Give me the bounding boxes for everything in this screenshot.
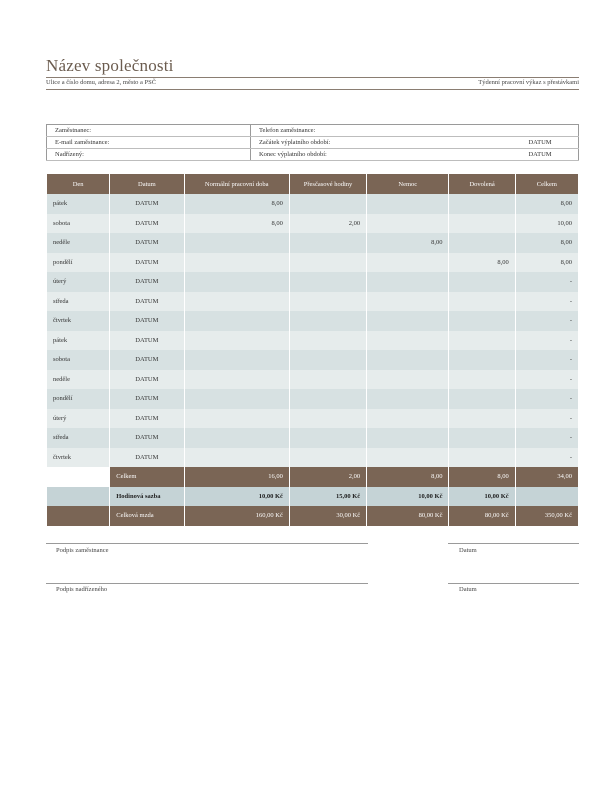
cell-vacation[interactable] bbox=[449, 409, 514, 429]
employee-signature-line[interactable] bbox=[46, 543, 368, 544]
manager-date-line[interactable] bbox=[448, 583, 579, 584]
cell-date: DATUM bbox=[110, 428, 183, 448]
cell-vacation[interactable] bbox=[449, 331, 514, 351]
cell-sick[interactable] bbox=[367, 389, 448, 409]
header-regular: Normální pracovní doba bbox=[185, 174, 289, 194]
manager-signature-line[interactable] bbox=[46, 583, 368, 584]
employee-date-label: Datum bbox=[459, 547, 477, 554]
phone-label: Telefon zaměstnance: bbox=[250, 125, 502, 137]
cell-regular[interactable] bbox=[185, 331, 289, 351]
cell-date: DATUM bbox=[110, 389, 183, 409]
cell-regular[interactable] bbox=[185, 428, 289, 448]
cell-overtime[interactable] bbox=[290, 389, 366, 409]
cell-total: - bbox=[516, 370, 578, 390]
period-start-label: Začátek výplatního období: bbox=[250, 137, 502, 149]
period-end-label: Konec výplatního období: bbox=[250, 149, 502, 161]
cell-vacation[interactable] bbox=[449, 428, 514, 448]
cell-date: DATUM bbox=[110, 311, 183, 331]
cell-overtime[interactable]: 2,00 bbox=[290, 214, 366, 234]
cell-sick[interactable] bbox=[367, 448, 448, 468]
cell-overtime[interactable] bbox=[290, 428, 366, 448]
cell-day: pátek bbox=[47, 331, 109, 351]
table-row bbox=[47, 292, 578, 312]
employee-date-line[interactable] bbox=[448, 543, 579, 544]
cell-vacation[interactable]: 8,00 bbox=[449, 253, 514, 273]
cell-sick[interactable] bbox=[367, 370, 448, 390]
header-day: Den bbox=[47, 174, 109, 194]
cell-regular[interactable]: 8,00 bbox=[185, 194, 289, 214]
rate-vacation[interactable]: 10,00 Kč bbox=[449, 487, 514, 507]
rate-regular[interactable]: 10,00 Kč bbox=[185, 487, 289, 507]
table-row bbox=[47, 311, 578, 331]
pay-label: Celková mzda bbox=[110, 506, 183, 526]
cell-total: - bbox=[516, 272, 578, 292]
pay-regular: 160,00 Kč bbox=[185, 506, 289, 526]
company-address: Ulice a číslo domu, adresa 2, město a PSČ bbox=[46, 79, 157, 86]
cell-regular[interactable] bbox=[185, 350, 289, 370]
document-title: Týdenní pracovní výkaz s přestávkami bbox=[478, 79, 579, 86]
table-header-row bbox=[47, 174, 578, 194]
table-row bbox=[47, 272, 578, 292]
employee-info-table bbox=[46, 124, 579, 161]
pay-row bbox=[47, 506, 578, 526]
cell-regular[interactable] bbox=[185, 311, 289, 331]
table-row bbox=[47, 331, 578, 351]
pay-total: 350,00 Kč bbox=[516, 506, 578, 526]
period-end-value[interactable]: DATUM bbox=[502, 149, 579, 161]
cell-vacation[interactable] bbox=[449, 389, 514, 409]
rate-label: Hodinová sazba bbox=[110, 487, 183, 507]
cell-day: pondělí bbox=[47, 389, 109, 409]
cell-sick[interactable] bbox=[367, 292, 448, 312]
cell-sick[interactable] bbox=[367, 331, 448, 351]
employee-label: Zaměstnanec: bbox=[47, 125, 251, 137]
cell-vacation[interactable] bbox=[449, 350, 514, 370]
pay-sick: 80,00 Kč bbox=[367, 506, 448, 526]
phone-value[interactable] bbox=[502, 125, 579, 137]
cell-regular[interactable] bbox=[185, 370, 289, 390]
timesheet-table bbox=[46, 174, 579, 526]
header-date: Datum bbox=[110, 174, 183, 194]
header-vacation: Dovolená bbox=[449, 174, 514, 194]
cell-overtime[interactable] bbox=[290, 253, 366, 273]
totals-overtime: 2,00 bbox=[290, 467, 366, 487]
table-row bbox=[47, 214, 578, 234]
totals-total: 34,00 bbox=[516, 467, 578, 487]
cell-overtime[interactable] bbox=[290, 409, 366, 429]
cell-day: neděle bbox=[47, 370, 109, 390]
rate-overtime[interactable]: 15,00 Kč bbox=[290, 487, 366, 507]
cell-sick[interactable] bbox=[367, 409, 448, 429]
cell-overtime[interactable] bbox=[290, 194, 366, 214]
cell-date: DATUM bbox=[110, 370, 183, 390]
totals-regular: 16,00 bbox=[185, 467, 289, 487]
cell-day: čtvrtek bbox=[47, 311, 109, 331]
cell-vacation[interactable] bbox=[449, 194, 514, 214]
rate-sick[interactable]: 10,00 Kč bbox=[367, 487, 448, 507]
totals-spacer bbox=[47, 467, 109, 487]
cell-overtime[interactable] bbox=[290, 311, 366, 331]
cell-overtime[interactable] bbox=[290, 331, 366, 351]
cell-total: 8,00 bbox=[516, 194, 578, 214]
cell-date: DATUM bbox=[110, 409, 183, 429]
cell-total: - bbox=[516, 448, 578, 468]
cell-total: 10,00 bbox=[516, 214, 578, 234]
manager-label: Nadřízený: bbox=[47, 149, 251, 161]
pay-spacer bbox=[47, 506, 109, 526]
cell-day: pátek bbox=[47, 194, 109, 214]
cell-total: 8,00 bbox=[516, 253, 578, 273]
cell-day: neděle bbox=[47, 233, 109, 253]
cell-regular[interactable] bbox=[185, 389, 289, 409]
cell-total: - bbox=[516, 389, 578, 409]
rate-row bbox=[47, 487, 578, 507]
cell-total: - bbox=[516, 292, 578, 312]
header-overtime: Přesčasové hodiny bbox=[290, 174, 366, 194]
cell-date: DATUM bbox=[110, 292, 183, 312]
cell-sick[interactable] bbox=[367, 428, 448, 448]
cell-sick[interactable]: 8,00 bbox=[367, 233, 448, 253]
cell-total: - bbox=[516, 350, 578, 370]
table-row bbox=[47, 194, 578, 214]
cell-sick[interactable] bbox=[367, 272, 448, 292]
pay-overtime: 30,00 Kč bbox=[290, 506, 366, 526]
table-row bbox=[47, 253, 578, 273]
email-label: E-mail zaměstnance: bbox=[47, 137, 251, 149]
cell-sick[interactable] bbox=[367, 350, 448, 370]
table-row bbox=[47, 389, 578, 409]
table-row bbox=[47, 370, 578, 390]
cell-date: DATUM bbox=[110, 214, 183, 234]
header-rule-bottom bbox=[46, 89, 579, 90]
cell-day: středa bbox=[47, 428, 109, 448]
cell-date: DATUM bbox=[110, 331, 183, 351]
cell-sick[interactable] bbox=[367, 311, 448, 331]
period-start-value[interactable]: DATUM bbox=[502, 137, 579, 149]
cell-day: sobota bbox=[47, 350, 109, 370]
cell-date: DATUM bbox=[110, 253, 183, 273]
cell-total: - bbox=[516, 428, 578, 448]
cell-regular[interactable] bbox=[185, 272, 289, 292]
cell-vacation[interactable] bbox=[449, 370, 514, 390]
totals-label: Celkem bbox=[110, 467, 183, 487]
cell-overtime[interactable] bbox=[290, 350, 366, 370]
table-row bbox=[47, 428, 578, 448]
cell-vacation[interactable] bbox=[449, 214, 514, 234]
totals-sick: 8,00 bbox=[367, 467, 448, 487]
cell-day: pondělí bbox=[47, 253, 109, 273]
cell-sick[interactable] bbox=[367, 214, 448, 234]
cell-regular[interactable] bbox=[185, 233, 289, 253]
table-row bbox=[47, 233, 578, 253]
table-row bbox=[47, 350, 578, 370]
company-name: Název společnosti bbox=[46, 56, 174, 75]
cell-total: - bbox=[516, 331, 578, 351]
cell-vacation[interactable] bbox=[449, 233, 514, 253]
cell-sick[interactable] bbox=[367, 253, 448, 273]
header-total: Celkem bbox=[516, 174, 578, 194]
header-sick: Nemoc bbox=[367, 174, 448, 194]
cell-date: DATUM bbox=[110, 233, 183, 253]
cell-day: středa bbox=[47, 292, 109, 312]
cell-total: - bbox=[516, 311, 578, 331]
table-row bbox=[47, 409, 578, 429]
cell-overtime[interactable] bbox=[290, 233, 366, 253]
cell-overtime[interactable] bbox=[290, 292, 366, 312]
cell-day: úterý bbox=[47, 272, 109, 292]
cell-total: - bbox=[516, 409, 578, 429]
totals-vacation: 8,00 bbox=[449, 467, 514, 487]
employee-signature-label: Podpis zaměstnance bbox=[56, 547, 109, 554]
rate-spacer bbox=[47, 487, 109, 507]
cell-date: DATUM bbox=[110, 350, 183, 370]
cell-date: DATUM bbox=[110, 448, 183, 468]
cell-regular[interactable]: 8,00 bbox=[185, 214, 289, 234]
cell-regular[interactable] bbox=[185, 409, 289, 429]
cell-day: sobota bbox=[47, 214, 109, 234]
cell-sick[interactable] bbox=[367, 194, 448, 214]
cell-day: čtvrtek bbox=[47, 448, 109, 468]
cell-overtime[interactable] bbox=[290, 272, 366, 292]
header-rule bbox=[46, 77, 579, 78]
cell-total: 8,00 bbox=[516, 233, 578, 253]
cell-overtime[interactable] bbox=[290, 370, 366, 390]
cell-date: DATUM bbox=[110, 272, 183, 292]
cell-vacation[interactable] bbox=[449, 311, 514, 331]
manager-signature-label: Podpis nadřízeného bbox=[56, 586, 108, 593]
pay-vacation: 80,00 Kč bbox=[449, 506, 514, 526]
cell-vacation[interactable] bbox=[449, 292, 514, 312]
cell-regular[interactable] bbox=[185, 253, 289, 273]
totals-row bbox=[47, 467, 578, 487]
cell-vacation[interactable] bbox=[449, 448, 514, 468]
table-row bbox=[47, 448, 578, 468]
rate-total-blank bbox=[516, 487, 578, 507]
manager-date-label: Datum bbox=[459, 586, 477, 593]
cell-regular[interactable] bbox=[185, 292, 289, 312]
cell-vacation[interactable] bbox=[449, 272, 514, 292]
cell-day: úterý bbox=[47, 409, 109, 429]
cell-overtime[interactable] bbox=[290, 448, 366, 468]
cell-date: DATUM bbox=[110, 194, 183, 214]
cell-regular[interactable] bbox=[185, 448, 289, 468]
